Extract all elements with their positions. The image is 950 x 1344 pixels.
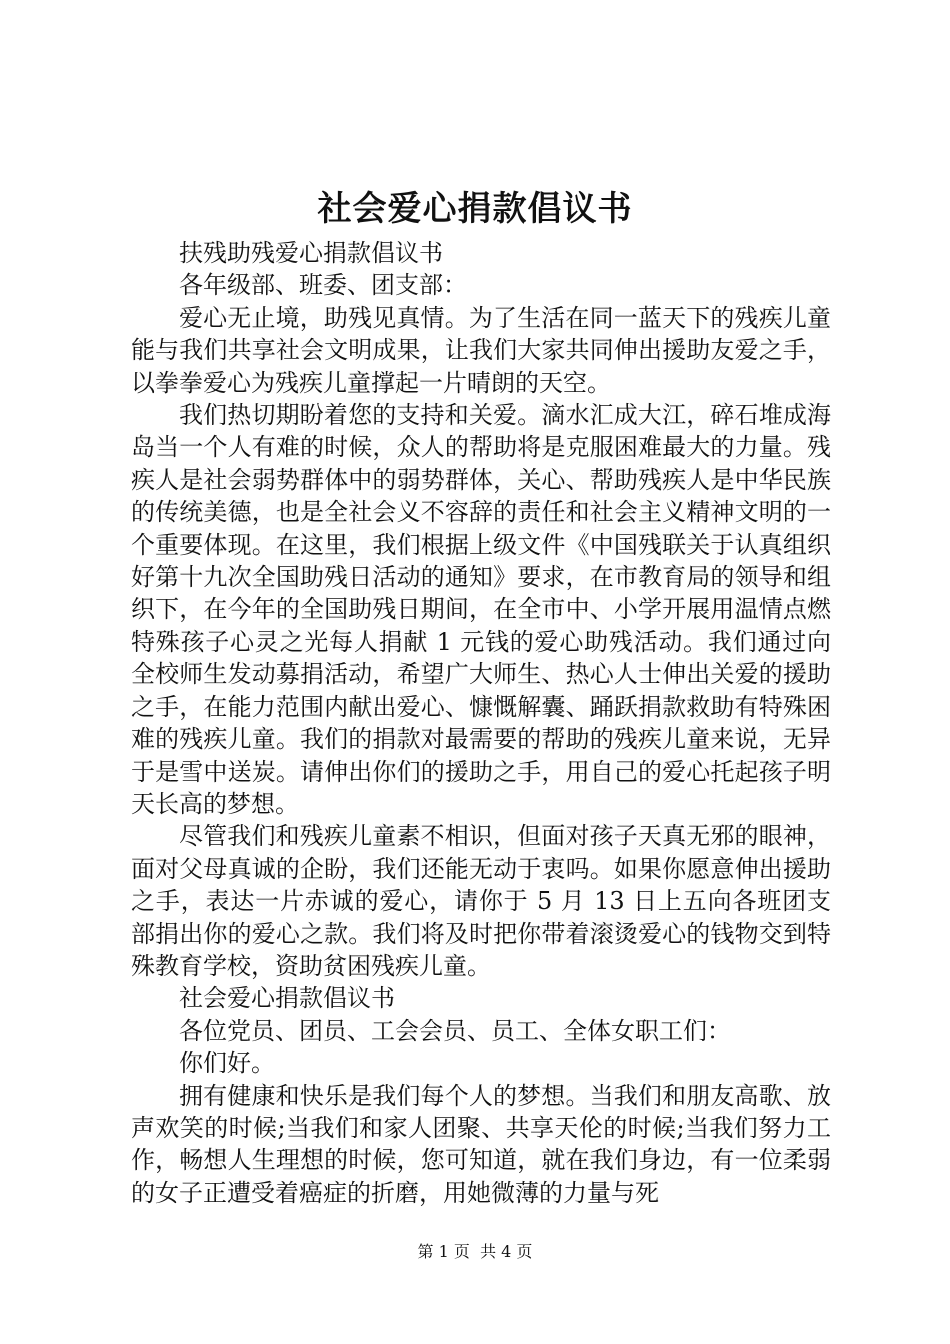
paragraph-second-body: 拥有健康和快乐是我们每个人的梦想。当我们和朋友高歌、放声欢笑的时候;当我们和家人团聚、共享天伦的时候;当我们努力工作，畅想人生理想的时候，您可知道，就在我们身边，有一位柔弱的女子正遭受着癌症的折磨，用她微薄的力量与死 (131, 1081, 831, 1207)
paragraph-greeting: 你们好。 (179, 1049, 275, 1078)
paragraph-appeal: 尽管我们和残疾儿童素不相识，但面对孩子天真无邪的眼神，面对父母真诚的企盼，我们还能无动于衷吗。如果你愿意伸出援助之手，表达一片赤诚的爱心，请你于 5 月 13 日上五向各班团支部捐出你的爱心之款。我们将及时把你带着滚烫爱心的钱物交到特殊教育学校，资助贫困残疾儿童。 (131, 822, 831, 980)
paragraph-second-salutation: 各位党员、团员、工会会员、员工、全体女职工们： (179, 1016, 731, 1045)
paragraph-salutation: 各年级部、班委、团支部： (179, 271, 467, 300)
page-number: 第 1 页 (417, 1242, 470, 1261)
page-total: 共 4 页 (480, 1242, 533, 1261)
page-footer (0, 1240, 950, 1264)
paragraph-second-title: 社会爱心捐款倡议书 (179, 984, 395, 1013)
paragraph-subtitle: 扶残助残爱心捐款倡议书 (179, 239, 443, 267)
paragraph-main: 我们热切期盼着您的支持和关爱。滴水汇成大江，碎石堆成海岛当一个人有难的时候，众人的帮助将是克服困难最大的力量。残疾人是社会弱势群体中的弱势群体，关心、帮助残疾人是中华民族的传统美德，也是全社会义不容辞的责任和社会主义精神文明的一个重要体现。在这里，我们根据上级文件《中国残联关于认真组织好第十九次全国助残日活动的通知》要求，在市教育局的领导和组织下，在今年的全国助残日期间，在全市中、小学开展用温情点燃特殊孩子心灵之光每人捐献 1 元钱的爱心助残活动。我们通过向全校师生发动募捐活动，希望广大师生、热心人士伸出关爱的援助之手，在能力范围内献出爱心、慷慨解囊、踊跃捐款救助有特殊困难的残疾儿童。我们的捐款对最需要的帮助的残疾儿童来说，无异于是雪中送炭。请伸出你们的援助之手，用自己的爱心托起孩子明天长高的梦想。 (131, 401, 831, 818)
document-body (131, 237, 831, 1209)
document-title: 社会爱心捐款倡议书 (317, 189, 633, 229)
paragraph-intro: 爱心无止境，助残见真情。为了生活在同一蓝天下的残疾儿童能与我们共享社会文明成果，让我们大家共同伸出援助友爱之手，以拳拳爱心为残疾儿童撑起一片晴朗的天空。 (131, 303, 831, 397)
